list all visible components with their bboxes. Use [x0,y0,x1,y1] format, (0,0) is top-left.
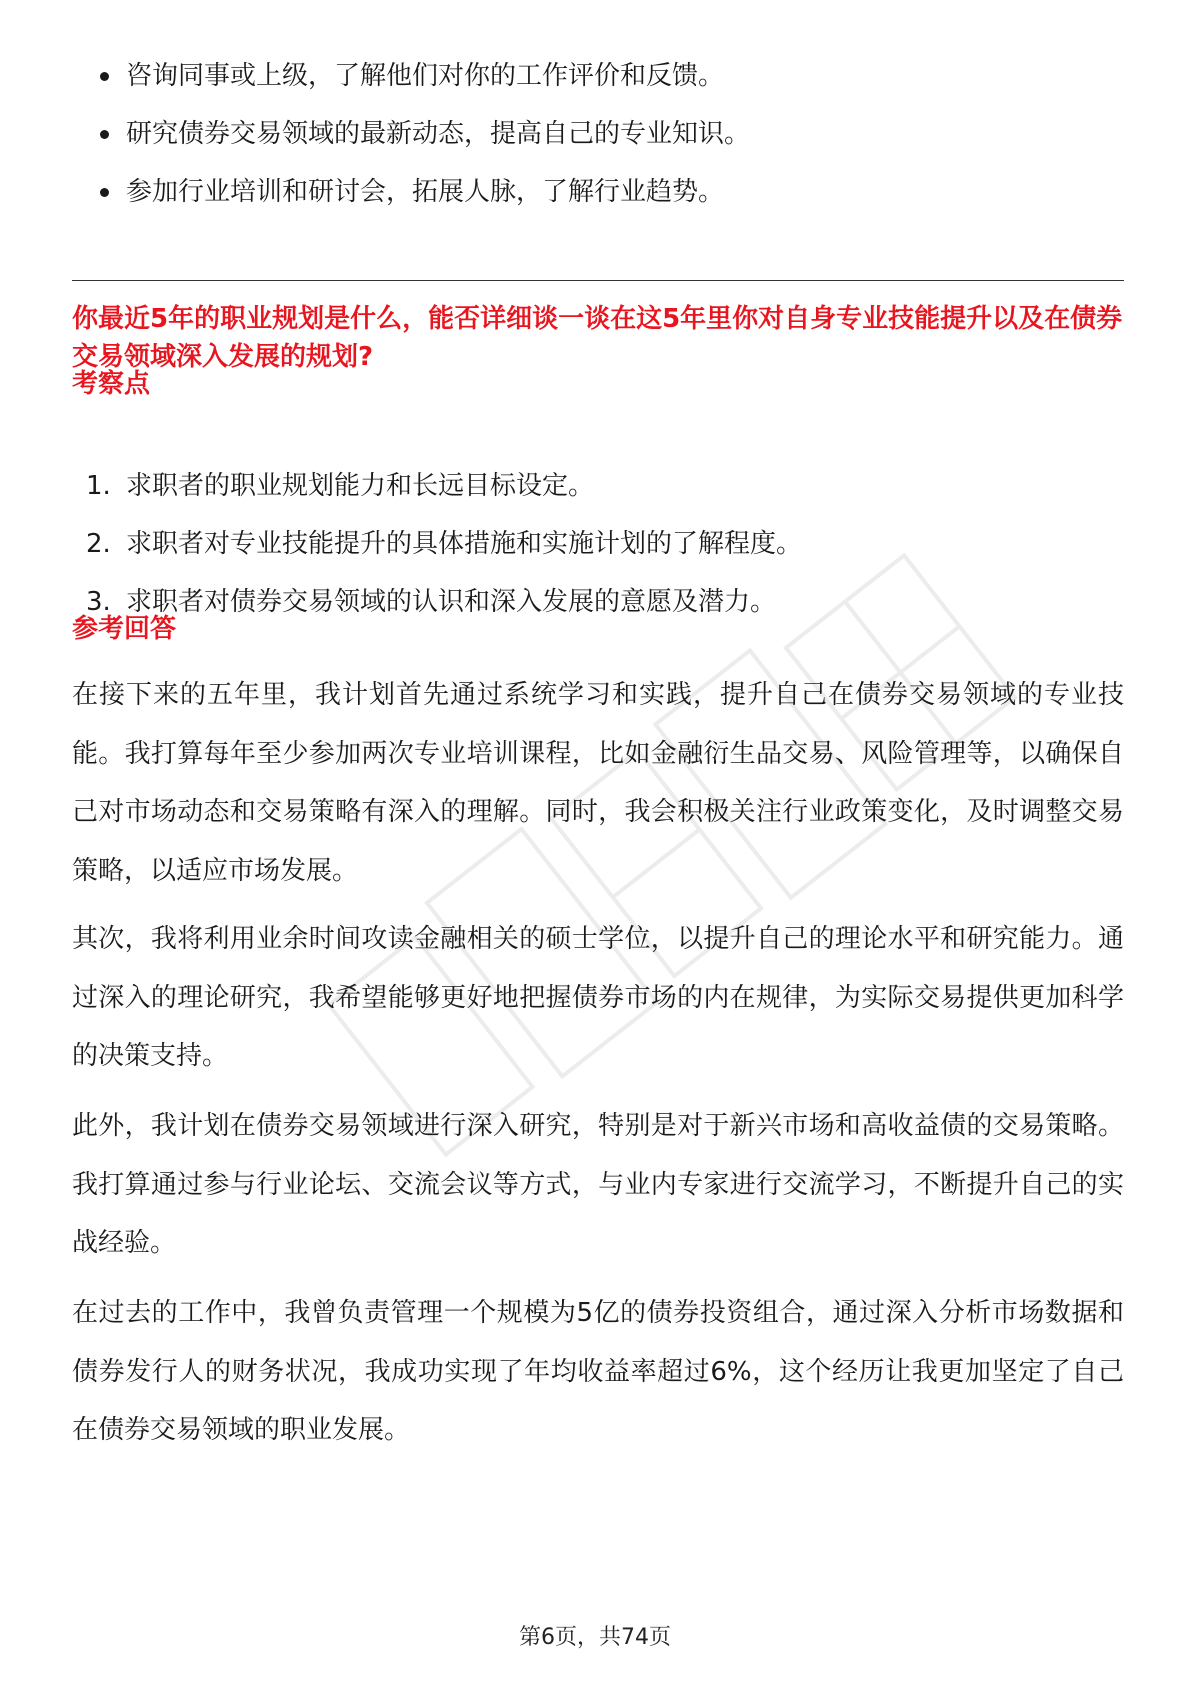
list-item: 3. 求职者对债券交易领域的认识和深入发展的意愿及潜力。 [86,587,777,617]
answer-paragraph: 在过去的工作中，我曾负责管理一个规模为5亿的债券投资组合，通过深入分析市场数据和债券发行人的财务状况，我成功实现了年均收益率超过6%，这个经历让我更加坚定了自己在债券交易领域的职业发展。 [72,1298,1124,1445]
answer-paragraph: 其次，我将利用业余时间攻读金融相关的硕士学位，以提升自己的理论水平和研究能力。通过深入的理论研究，我希望能够更好地把握债券市场的内在规律，为实际交易提供更加科学的决策支持。 [72,924,1124,1071]
interview-question: 你最近5年的职业规划是什么，能否详细谈一谈在这5年里你对自身专业技能提升以及在债券交易领域深入发展的规划? [72,304,1123,372]
bullet-dot-icon [100,130,109,139]
bullet-dot-icon [100,72,109,81]
list-item: 2. 求职者对专业技能提升的具体措施和实施计划的了解程度。 [86,529,803,559]
answer-heading: 参考回答 [72,614,177,644]
section-divider [72,280,1124,281]
list-item: 咨询同事或上级，了解他们对你的工作评价和反馈。 [72,58,1112,94]
list-item: 1. 求职者的职业规划能力和长远目标设定。 [86,471,595,501]
list-item: 研究债券交易领域的最新动态，提高自己的专业知识。 [72,116,1112,152]
answer-paragraph: 在接下来的五年里，我计划首先通过系统学习和实践，提升自己在债券交易领域的专业技能。我打算每年至少参加两次专业培训课程，比如金融衍生品交易、风险管理等，以确保自己对市场动态和交易策略有深入的理解。同时，我会积极关注行业政策变化，及时调整交易策略，以适应市场发展。 [72,680,1124,886]
focus-heading: 考察点 [72,369,151,399]
list-item: 参加行业培训和研讨会，拓展人脉，了解行业趋势。 [72,174,1112,210]
answer-paragraph: 此外，我计划在债券交易领域进行深入研究，特别是对于新兴市场和高收益债的交易策略。我打算通过参与行业论坛、交流会议等方式，与业内专家进行交流学习，不断提升自己的实战经验。 [72,1111,1124,1258]
bullet-list [72,58,1112,232]
page-number: 第6页，共74页 [519,1625,671,1650]
bullet-dot-icon [100,188,109,197]
focus-list [72,468,1112,642]
